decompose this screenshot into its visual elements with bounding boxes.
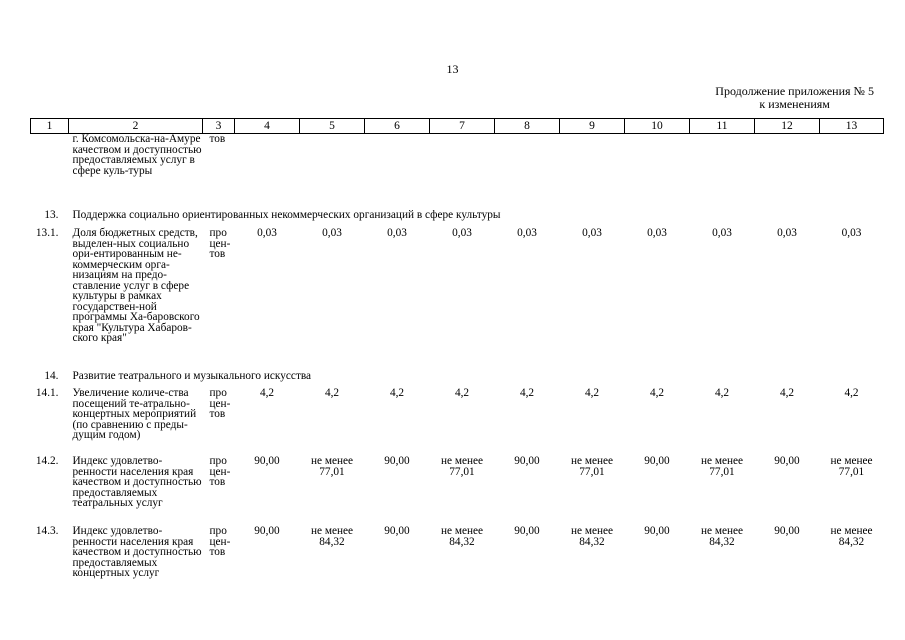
indicator-name: Индекс удовлетво-ренности населения края качеством и доступностью предоставляемых театральных услуг	[72, 455, 202, 509]
row-number: 14.1.	[35, 387, 59, 399]
value-cell: 0,03	[452, 227, 472, 239]
indicator-name: Доля бюджетных средств, выделен-ных социально ори-ентированным не-коммерческим орга-низациям на предо-ставление услуг в сфере культуры в рамках государствен-ной программы Ха-баровского края "Культура Хабаров-ского края"	[72, 227, 200, 344]
value-cell: 4,2	[584, 387, 600, 399]
value-cell: 4,2	[519, 387, 535, 399]
indicator-name: Индекс удовлетво-ренности населения края качеством и доступностью предоставляемых концертных услуг	[72, 525, 202, 579]
value-cell: 4,2	[259, 387, 275, 399]
value-cell: 4,2	[389, 387, 405, 399]
value-cell: не менее 77,01	[700, 455, 744, 478]
row-number: 14.2.	[35, 455, 59, 467]
section-row	[31, 206, 884, 225]
value-cell: 0,03	[387, 227, 407, 239]
unit: про цен-тов	[209, 387, 231, 420]
row-number: 14.	[44, 370, 59, 382]
value-cell: 90,00	[514, 525, 540, 537]
unit: про цен-тов	[209, 455, 231, 488]
value-cell: 90,00	[254, 525, 280, 537]
value-cell: 0,03	[257, 227, 277, 239]
value-cell: не менее 84,32	[440, 525, 484, 548]
page-number: 13	[446, 62, 459, 76]
unit: про цен-тов	[209, 227, 231, 260]
value-cell: 0,03	[841, 227, 862, 239]
appendix-line-2: к изменениям	[759, 97, 830, 111]
value-cell: 4,2	[649, 387, 665, 399]
value-cell: 4,2	[844, 387, 859, 399]
appendix-heading	[715, 85, 874, 111]
column-header: 7	[430, 119, 495, 134]
table-row	[31, 385, 884, 453]
column-header: 9	[560, 119, 625, 134]
value-cell: не менее 77,01	[570, 455, 614, 478]
value-cell: 90,00	[774, 455, 800, 467]
table-row	[31, 453, 884, 523]
value-cell: 90,00	[384, 525, 410, 537]
indicator-name: г. Комсомольска-на-Амуре качеством и доступностью предоставляемых услуг в сфере куль-туры	[72, 133, 202, 177]
column-header: 6	[365, 119, 430, 134]
row-number: 14.3.	[35, 525, 59, 537]
value-cell: 90,00	[254, 455, 280, 467]
value-cell: не менее 77,01	[310, 455, 354, 478]
column-header: 10	[625, 119, 690, 134]
value-cell: 90,00	[774, 525, 800, 537]
value-cell: 90,00	[384, 455, 410, 467]
value-cell: 90,00	[644, 525, 670, 537]
section-title: Развитие театрального и музыкального искусства	[72, 370, 312, 382]
indicators-table	[30, 118, 884, 590]
unit: тов	[209, 133, 226, 145]
indicator-name: Увеличение количе-ства посещений те-атрально-концертных мероприятий (по сравнению с преды-дущим годом)	[72, 387, 197, 441]
table-row	[31, 225, 884, 368]
column-header: 11	[690, 119, 755, 134]
table-row	[31, 134, 884, 207]
value-cell: 4,2	[324, 387, 340, 399]
column-header: 12	[755, 119, 820, 134]
value-cell: 0,03	[517, 227, 537, 239]
row-number: 13.1.	[35, 227, 59, 239]
value-cell: 0,03	[582, 227, 602, 239]
column-number-row	[31, 119, 884, 134]
section-title: Поддержка социально ориентированных некоммерческих организаций в сфере культуры	[72, 209, 501, 221]
value-cell: не менее 77,01	[440, 455, 484, 478]
value-cell: не менее 84,32	[570, 525, 614, 548]
value-cell: 4,2	[454, 387, 470, 399]
value-cell: 0,03	[322, 227, 342, 239]
value-cell: 0,03	[647, 227, 667, 239]
value-cell: 4,2	[779, 387, 795, 399]
table-row	[31, 523, 884, 590]
value-cell: не менее 84,32	[700, 525, 744, 548]
value-cell: не менее 84,32	[310, 525, 354, 548]
value-cell: не менее 84,32	[830, 525, 873, 548]
row-number: 13.	[44, 209, 59, 221]
value-cell: 90,00	[514, 455, 540, 467]
value-cell: 0,03	[777, 227, 797, 239]
column-header: 4	[235, 119, 300, 134]
column-header: 8	[495, 119, 560, 134]
column-header: 5	[300, 119, 365, 134]
unit: про цен-тов	[209, 525, 231, 558]
column-header: 1	[31, 119, 69, 134]
column-header: 13	[820, 119, 884, 134]
column-header: 3	[203, 119, 235, 134]
value-cell: не менее 77,01	[830, 455, 873, 478]
value-cell: 4,2	[714, 387, 730, 399]
row-number	[31, 134, 69, 207]
value-cell: 0,03	[712, 227, 732, 239]
column-header: 2	[69, 119, 203, 134]
value-cell: 90,00	[644, 455, 670, 467]
section-row	[31, 368, 884, 385]
appendix-line-1: Продолжение приложения № 5	[715, 84, 874, 98]
